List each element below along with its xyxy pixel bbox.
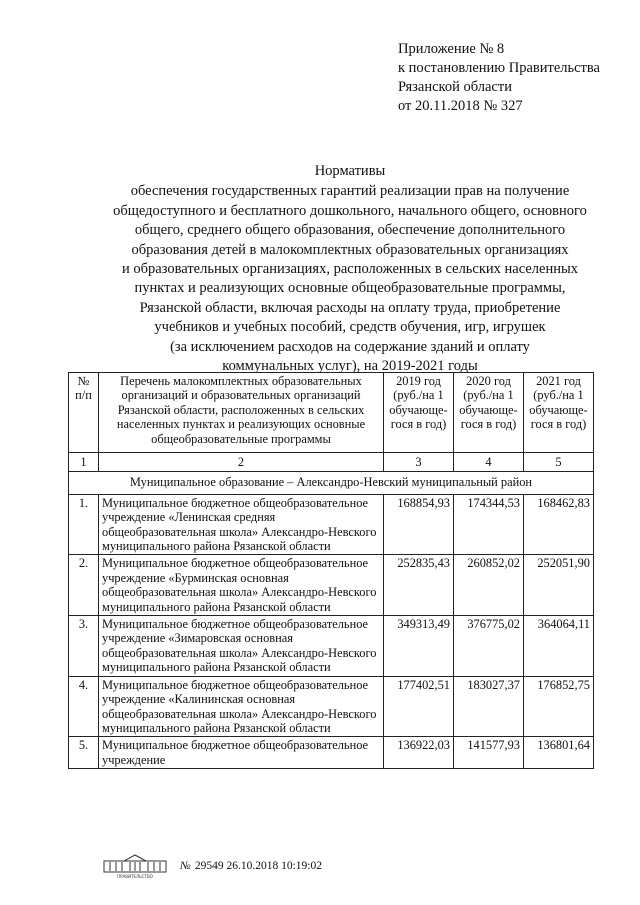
row-name: Муниципальное бюджетное общеобразовательное учреждение «Зимаровская основная общеобразовательная школа» Александро-Невского муниципального района Рязанской области xyxy=(99,616,384,677)
row-2021: 252051,90 xyxy=(524,555,594,616)
row-2019: 136922,03 xyxy=(384,737,454,769)
appendix-title: Приложение № 8 xyxy=(398,41,505,57)
header-2020: 2020 год (руб./на 1 обучающе-гося в год) xyxy=(454,373,524,453)
stamp-label: ПРАВИТЕЛЬСТВО xyxy=(117,874,153,879)
title-line: учебников и учебных пособий, средств обучения, игр, игрушек xyxy=(154,319,546,336)
title-line: (за исключением расходов на содержание зданий и оплату xyxy=(170,338,530,355)
appendix-ref: к постановлению Правительства xyxy=(398,60,600,76)
row-name: Муниципальное бюджетное общеобразовательное учреждение «Калининская основная общеобразовательная школа» Александро-Невского муниципального района Рязанской области xyxy=(99,676,384,737)
title-line: и образовательных организациях, расположенных в сельских населенных xyxy=(122,261,578,278)
index-cell: 2 xyxy=(99,453,384,472)
title-line: Рязанской области, включая расходы на оплату труда, приобретение xyxy=(139,299,561,316)
region-row xyxy=(69,472,594,494)
row-2020: 183027,37 xyxy=(454,676,524,737)
index-cell: 4 xyxy=(454,453,524,472)
row-2021: 136801,64 xyxy=(524,737,594,769)
row-num: 4. xyxy=(69,676,99,737)
row-2020: 376775,02 xyxy=(454,616,524,677)
row-2021: 364064,11 xyxy=(524,616,594,677)
table-header-row xyxy=(69,373,594,453)
table-row xyxy=(69,676,594,737)
row-2020: 174344,53 xyxy=(454,494,524,555)
stamp-text: 29549 26.10.2018 10:19:02 xyxy=(194,860,322,872)
appendix-date: от 20.11.2018 № 327 xyxy=(398,98,523,114)
row-name: Муниципальное бюджетное общеобразовательное учреждение «Ленинская средняя общеобразовательная школа» Александро-Невского муниципального района Рязанской области xyxy=(99,494,384,555)
table-row xyxy=(69,616,594,677)
header-2021: 2021 год (руб./на 1 обучающе-гося в год) xyxy=(524,373,594,453)
government-building-icon xyxy=(100,853,170,879)
row-2020: 260852,02 xyxy=(454,555,524,616)
row-num: 5. xyxy=(69,737,99,769)
index-cell: 5 xyxy=(524,453,594,472)
column-index-row xyxy=(69,453,594,472)
row-2019: 168854,93 xyxy=(384,494,454,555)
title-line: коммунальных услуг), на 2019-2021 годы xyxy=(222,358,478,375)
region-label: Муниципальное образование – Александро-Невский муниципальный район xyxy=(69,472,594,494)
registration-stamp xyxy=(100,853,322,879)
table-row xyxy=(69,555,594,616)
appendix-block xyxy=(398,40,600,116)
title-line: общего, среднего общего образования, обеспечение дополнительного xyxy=(134,222,566,239)
title-line: обеспечения государственных гарантий реализации прав на получение xyxy=(130,183,570,200)
row-2019: 252835,43 xyxy=(384,555,454,616)
index-cell: 3 xyxy=(384,453,454,472)
header-num: № п/п xyxy=(69,373,99,453)
table-row xyxy=(69,737,594,769)
row-num: 3. xyxy=(69,616,99,677)
number-sign: № xyxy=(180,860,191,872)
title-line: общедоступного и бесплатного дошкольного, начального общего, основного xyxy=(113,202,587,219)
table-row xyxy=(69,494,594,555)
row-2021: 176852,75 xyxy=(524,676,594,737)
row-name: Муниципальное бюджетное общеобразовательное учреждение «Бурминская основная общеобразовательная школа» Александро-Невского муниципального района Рязанской области xyxy=(99,555,384,616)
document-title xyxy=(60,162,640,376)
normatives-table xyxy=(68,372,594,769)
row-2021: 168462,83 xyxy=(524,494,594,555)
row-num: 2. xyxy=(69,555,99,616)
row-num: 1. xyxy=(69,494,99,555)
header-name: Перечень малокомплектных образовательных организаций и образовательных организаций Рязанской области, расположенных в сельских населенных пунктах и реализующих основные общеобразовательные программы xyxy=(99,373,384,453)
title-line: пунктах и реализующих основные общеобразовательные программы, xyxy=(134,280,566,297)
appendix-region: Рязанской области xyxy=(398,79,512,95)
index-cell: 1 xyxy=(69,453,99,472)
row-2020: 141577,93 xyxy=(454,737,524,769)
title-heading: Нормативы xyxy=(314,163,386,179)
row-2019: 177402,51 xyxy=(384,676,454,737)
title-line: образования детей в малокомплектных образовательных организациях xyxy=(131,241,569,258)
row-2019: 349313,49 xyxy=(384,616,454,677)
row-name: Муниципальное бюджетное общеобразовательное учреждение xyxy=(99,737,384,769)
header-2019: 2019 год (руб./на 1 обучающе-гося в год) xyxy=(384,373,454,453)
